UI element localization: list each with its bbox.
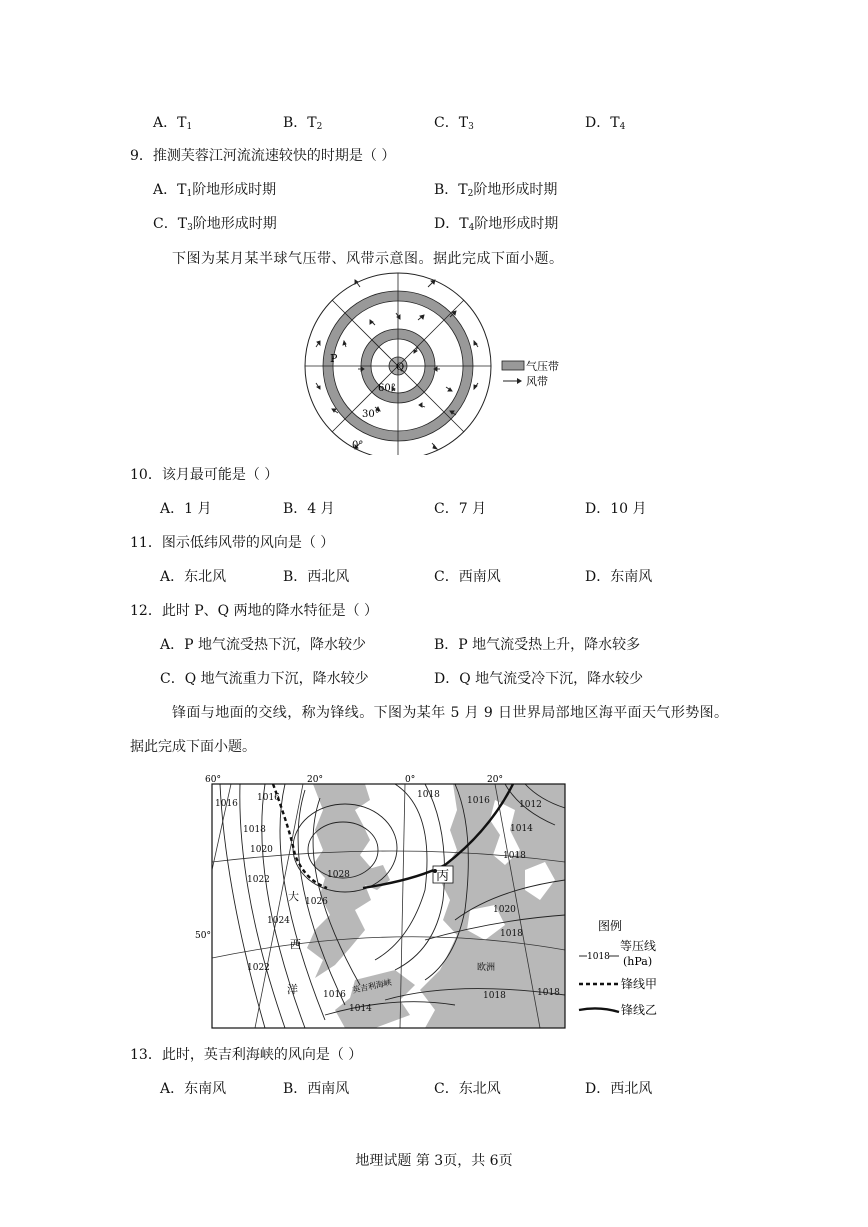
q12-option-b: B．P 地气流受热上升，降水较多 xyxy=(434,637,641,653)
q9-options-row2 xyxy=(0,213,868,235)
ocean-char-2: 西 xyxy=(290,938,301,951)
q11-option-d: D．东南风 xyxy=(585,569,653,585)
q8-option-d: D．$T_4$ xyxy=(585,115,626,132)
legend-front-yi-icon xyxy=(579,1008,619,1012)
lat-label-50: 50° xyxy=(195,931,211,941)
q9-option-d: D．$T_4$阶地形成时期 xyxy=(434,216,559,233)
q9-option-b: B．$T_2$阶地形成时期 xyxy=(434,182,558,199)
svg-text:1018: 1018 xyxy=(503,851,526,861)
legend-pressure-label: 气压带 xyxy=(526,360,559,373)
svg-text:1024: 1024 xyxy=(267,916,290,926)
q11-stem xyxy=(0,532,868,554)
lon-label-0: 0° xyxy=(405,775,416,785)
label-q: Q xyxy=(396,362,405,373)
q12-stem-text: 12．此时 P、Q 两地的降水特征是（ ） xyxy=(130,603,379,619)
q9-option-c: C．$T_3$阶地形成时期 xyxy=(153,216,277,233)
label-60: 60° xyxy=(378,383,396,394)
q13-stem-text: 13．此时，英吉利海峡的风向是（ ） xyxy=(130,1047,363,1063)
legend-wind-label: 风带 xyxy=(526,375,548,388)
q13-option-a: A．东南风 xyxy=(160,1081,227,1097)
legend-pressure-swatch xyxy=(502,361,524,370)
continent-label: 欧洲 xyxy=(477,963,496,973)
q10-option-a: A．1 月 xyxy=(160,501,212,517)
svg-text:1022: 1022 xyxy=(247,963,270,973)
q12-option-c: C．Q 地气流重力下沉，降水较少 xyxy=(160,671,369,687)
channel-label: 英吉利海峡 xyxy=(351,977,393,995)
legend-isobar-value: 1018 xyxy=(587,952,610,962)
label-p: P xyxy=(330,352,338,365)
svg-text:1018: 1018 xyxy=(537,988,560,998)
q12-option-a: A．P 地气流受热下沉，降水较少 xyxy=(160,637,366,653)
svg-text:1016: 1016 xyxy=(323,990,346,1000)
svg-text:1028: 1028 xyxy=(327,870,350,880)
svg-text:1016: 1016 xyxy=(467,796,490,806)
legend-isobar-label: 等压线 xyxy=(620,939,657,953)
q8-option-c: C．$T_3$ xyxy=(434,115,474,132)
legend-title: 图例 xyxy=(598,919,623,933)
q11-option-a: A．东北风 xyxy=(160,569,227,585)
svg-text:1020: 1020 xyxy=(493,905,516,915)
intro-2-line2 xyxy=(0,736,868,758)
legend-isobar-unit: (hPa) xyxy=(623,955,653,968)
q9-stem-text: 9．推测芙蓉江河流流速较快的时期是（ ） xyxy=(130,148,396,164)
q8-options xyxy=(0,112,868,134)
svg-text:1016: 1016 xyxy=(215,799,238,809)
ocean-char-1: 大 xyxy=(288,890,299,903)
q9-option-a: A．$T_1$阶地形成时期 xyxy=(153,182,277,199)
q11-options xyxy=(0,566,868,588)
lon-label-60w: 60° xyxy=(205,775,221,785)
intro-1-text: 下图为某月某半球气压带、风带示意图。据此完成下面小题。 xyxy=(172,251,564,267)
lon-label-20w: 20° xyxy=(307,775,323,785)
svg-text:1018: 1018 xyxy=(483,991,506,1001)
pressure-wind-belt-diagram xyxy=(300,265,590,455)
q10-stem xyxy=(0,464,868,486)
intro-2-line2-text: 据此完成下面小题。 xyxy=(130,739,256,755)
q13-option-c: C．东北风 xyxy=(434,1081,501,1097)
q13-option-b: B．西南风 xyxy=(283,1081,350,1097)
label-0: 0° xyxy=(352,440,364,451)
place-bing: 丙 xyxy=(436,869,450,884)
svg-text:1020: 1020 xyxy=(250,845,273,855)
q10-stem-text: 10．该月最可能是（ ） xyxy=(130,467,279,483)
q8-option-b: B．$T_2$ xyxy=(283,115,323,132)
legend-front-jia-label: 锋线甲 xyxy=(621,977,658,991)
svg-text:1012: 1012 xyxy=(519,800,542,810)
q12-option-d: D．Q 地气流受冷下沉，降水较少 xyxy=(434,671,644,687)
svg-text:1018: 1018 xyxy=(500,929,523,939)
q12-options-row1 xyxy=(0,634,868,656)
q10-option-c: C．7 月 xyxy=(434,501,487,517)
intro-2-line1 xyxy=(0,702,868,724)
lon-label-20e: 20° xyxy=(487,775,503,785)
legend-front-yi-label: 锋线乙 xyxy=(621,1003,658,1017)
svg-text:1018: 1018 xyxy=(243,825,266,835)
q12-stem xyxy=(0,600,868,622)
label-30: 30° xyxy=(362,409,380,420)
q13-option-d: D．西北风 xyxy=(585,1081,653,1097)
q8-option-a: A．$T_1$ xyxy=(153,115,193,132)
q12-options-row2 xyxy=(0,668,868,690)
svg-text:1026: 1026 xyxy=(305,897,328,907)
q13-stem xyxy=(0,1044,868,1066)
page-footer: 地理试题 第 3页，共 6页 xyxy=(355,1153,513,1169)
ocean-char-3: 洋 xyxy=(287,983,298,996)
svg-text:1014: 1014 xyxy=(510,824,533,834)
svg-text:1014: 1014 xyxy=(349,1004,372,1014)
q10-option-b: B．4 月 xyxy=(283,501,335,517)
q9-stem xyxy=(0,145,868,167)
q11-option-c: C．西南风 xyxy=(434,569,501,585)
q10-option-d: D．10 月 xyxy=(585,501,647,517)
q11-stem-text: 11．图示低纬风带的风向是（ ） xyxy=(130,535,335,551)
q11-option-b: B．西北风 xyxy=(283,569,350,585)
svg-text:1018: 1018 xyxy=(417,790,440,800)
intro-2-line1-text: 锋面与地面的交线，称为锋线。下图为某年 5 月 9 日世界局部地区海平面天气形势图。 xyxy=(172,705,729,721)
svg-text:1022: 1022 xyxy=(247,875,270,885)
svg-text:1016: 1016 xyxy=(257,793,280,803)
q10-options xyxy=(0,498,868,520)
q9-options-row1 xyxy=(0,179,868,201)
q13-options xyxy=(0,1078,868,1100)
weather-map xyxy=(195,770,675,1032)
